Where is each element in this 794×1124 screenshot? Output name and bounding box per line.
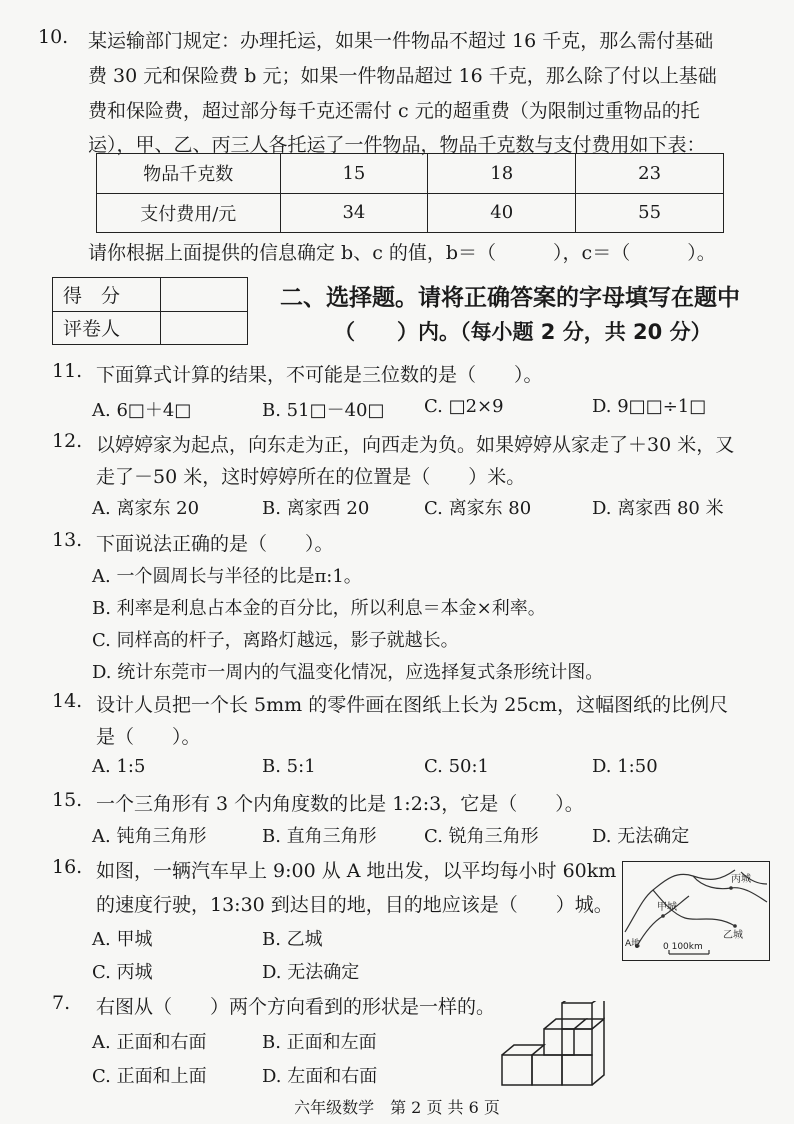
q13-option-b[interactable]: B. 利率是利息占本金的百分比，所以利息＝本金×利率。 bbox=[92, 598, 546, 619]
q14-option-b[interactable]: B. 5:1 bbox=[262, 756, 316, 777]
q12-option-d[interactable]: D. 离家西 80 米 bbox=[592, 498, 724, 519]
q13-option-a[interactable]: A. 一个圆周长与半径的比是π:1。 bbox=[92, 566, 362, 587]
q15-option-c[interactable]: C. 锐角三角形 bbox=[424, 826, 539, 847]
q13-option-c[interactable]: C. 同样高的杆子，离路灯越远，影子就越长。 bbox=[92, 630, 459, 651]
cube-stack-figure bbox=[498, 1001, 614, 1091]
q11-number: 11. bbox=[52, 360, 83, 382]
q12-line-1: 以婷婷家为起点，向东走为正，向西走为负。如果婷婷从家走了＋30 米，又 bbox=[96, 434, 735, 456]
q11-option-a[interactable]: A. 6□＋4□ bbox=[92, 400, 192, 421]
table-cell: 23 bbox=[576, 154, 724, 194]
table-cell: 物品千克数 bbox=[97, 154, 281, 194]
map-scale-label: 0 100km bbox=[663, 942, 703, 952]
q17-option-c[interactable]: C. 正面和上面 bbox=[92, 1066, 207, 1087]
q16-line-2: 的速度行驶，13:30 到达目的地，目的地应该是（ ）城。 bbox=[96, 894, 613, 916]
q10-answer-line: 请你根据上面提供的信息确定 b、c 的值，b＝（ ），c＝（ ）。 bbox=[88, 242, 716, 264]
q11-option-b[interactable]: B. 51□－40□ bbox=[262, 400, 385, 421]
q17-option-a[interactable]: A. 正面和右面 bbox=[92, 1032, 207, 1053]
section-subtitle: （ ）内。（每小题 2 分，共 20 分） bbox=[334, 320, 712, 344]
q12-number: 12. bbox=[52, 430, 83, 452]
page-footer: 六年级数学 第 2 页 共 6 页 bbox=[294, 1098, 500, 1117]
section-title: 二、选择题。请将正确答案的字母填写在题中 bbox=[280, 285, 740, 311]
q14-number: 14. bbox=[52, 690, 83, 712]
q16-option-b[interactable]: B. 乙城 bbox=[262, 929, 323, 950]
q16-option-d[interactable]: D. 无法确定 bbox=[262, 962, 360, 983]
q16-option-a[interactable]: A. 甲城 bbox=[92, 929, 153, 950]
score-label: 得 分 bbox=[53, 278, 161, 312]
q13-option-d[interactable]: D. 统计东莞市一周内的气温变化情况，应选择复式条形统计图。 bbox=[92, 662, 604, 683]
q10-fee-table bbox=[96, 153, 724, 233]
q16-line-1: 如图，一辆汽车早上 9:00 从 A 地出发，以平均每小时 60km bbox=[96, 860, 617, 882]
table-row bbox=[97, 193, 724, 233]
q12-option-c[interactable]: C. 离家东 80 bbox=[424, 498, 532, 519]
table-cell: 40 bbox=[428, 193, 576, 233]
q13-text: 下面说法正确的是（ ）。 bbox=[96, 533, 334, 555]
q10-line-4: 运），甲、乙、丙三人各托运了一件物品，物品千克数与支付费用如下表： bbox=[88, 134, 706, 156]
q14-option-c[interactable]: C. 50:1 bbox=[424, 756, 489, 777]
grader-field[interactable] bbox=[161, 311, 248, 345]
map-label-jia: 甲城 bbox=[657, 902, 677, 913]
q14-option-d[interactable]: D. 1:50 bbox=[592, 756, 658, 777]
q17-number: 7. bbox=[52, 992, 71, 1014]
q14-line-2: 是（ ）。 bbox=[96, 726, 201, 748]
table-cell: 34 bbox=[280, 193, 428, 233]
q16-option-c[interactable]: C. 丙城 bbox=[92, 962, 153, 983]
q17-text: 右图从（ ）两个方向看到的形状是一样的。 bbox=[96, 996, 496, 1018]
score-field[interactable] bbox=[161, 278, 248, 312]
q15-option-b[interactable]: B. 直角三角形 bbox=[262, 826, 377, 847]
q12-option-a[interactable]: A. 离家东 20 bbox=[92, 498, 200, 519]
q13-number: 13. bbox=[52, 529, 83, 551]
map-label-bing: 丙城 bbox=[731, 874, 751, 885]
q11-text: 下面算式计算的结果，不可能是三位数的是（ ）。 bbox=[96, 364, 543, 386]
map-label-yi: 乙城 bbox=[723, 930, 743, 941]
route-map bbox=[622, 861, 770, 961]
score-box bbox=[52, 277, 248, 345]
q10-line-3: 费和保险费，超过部分每千克还需付 c 元的超重费（为限制过重物品的托 bbox=[88, 100, 700, 122]
q10-line-1: 某运输部门规定：办理托运，如果一件物品不超过 16 千克，那么需付基础 bbox=[88, 30, 714, 52]
route-map-drawing bbox=[623, 862, 769, 960]
q16-number: 16. bbox=[52, 856, 83, 878]
q11-option-c[interactable]: C. □2×9 bbox=[424, 396, 504, 417]
q15-option-d[interactable]: D. 无法确定 bbox=[592, 826, 690, 847]
table-row bbox=[97, 154, 724, 194]
map-label-a: A地 bbox=[625, 939, 641, 949]
q17-option-b[interactable]: B. 正面和左面 bbox=[262, 1032, 377, 1053]
q14-option-a[interactable]: A. 1:5 bbox=[92, 756, 146, 777]
q15-text: 一个三角形有 3 个内角度数的比是 1:2:3，它是（ ）。 bbox=[96, 793, 584, 815]
table-cell: 15 bbox=[280, 154, 428, 194]
table-cell: 支付费用/元 bbox=[97, 193, 281, 233]
q15-number: 15. bbox=[52, 789, 83, 811]
q14-line-1: 设计人员把一个长 5mm 的零件画在图纸上长为 25cm，这幅图纸的比例尺 bbox=[96, 694, 729, 716]
grader-label: 评卷人 bbox=[53, 311, 161, 345]
q12-line-2: 走了－50 米，这时婷婷所在的位置是（ ）米。 bbox=[96, 466, 526, 488]
table-cell: 18 bbox=[428, 154, 576, 194]
q17-option-d[interactable]: D. 左面和右面 bbox=[262, 1066, 378, 1087]
q10-line-2: 费 30 元和保险费 b 元；如果一件物品超过 16 千克，那么除了付以上基础 bbox=[88, 65, 717, 87]
q11-option-d[interactable]: D. 9□□÷1□ bbox=[592, 396, 707, 417]
q12-option-b[interactable]: B. 离家西 20 bbox=[262, 498, 370, 519]
table-cell: 55 bbox=[576, 193, 724, 233]
q15-option-a[interactable]: A. 钝角三角形 bbox=[92, 826, 207, 847]
q10-number: 10. bbox=[38, 26, 69, 48]
